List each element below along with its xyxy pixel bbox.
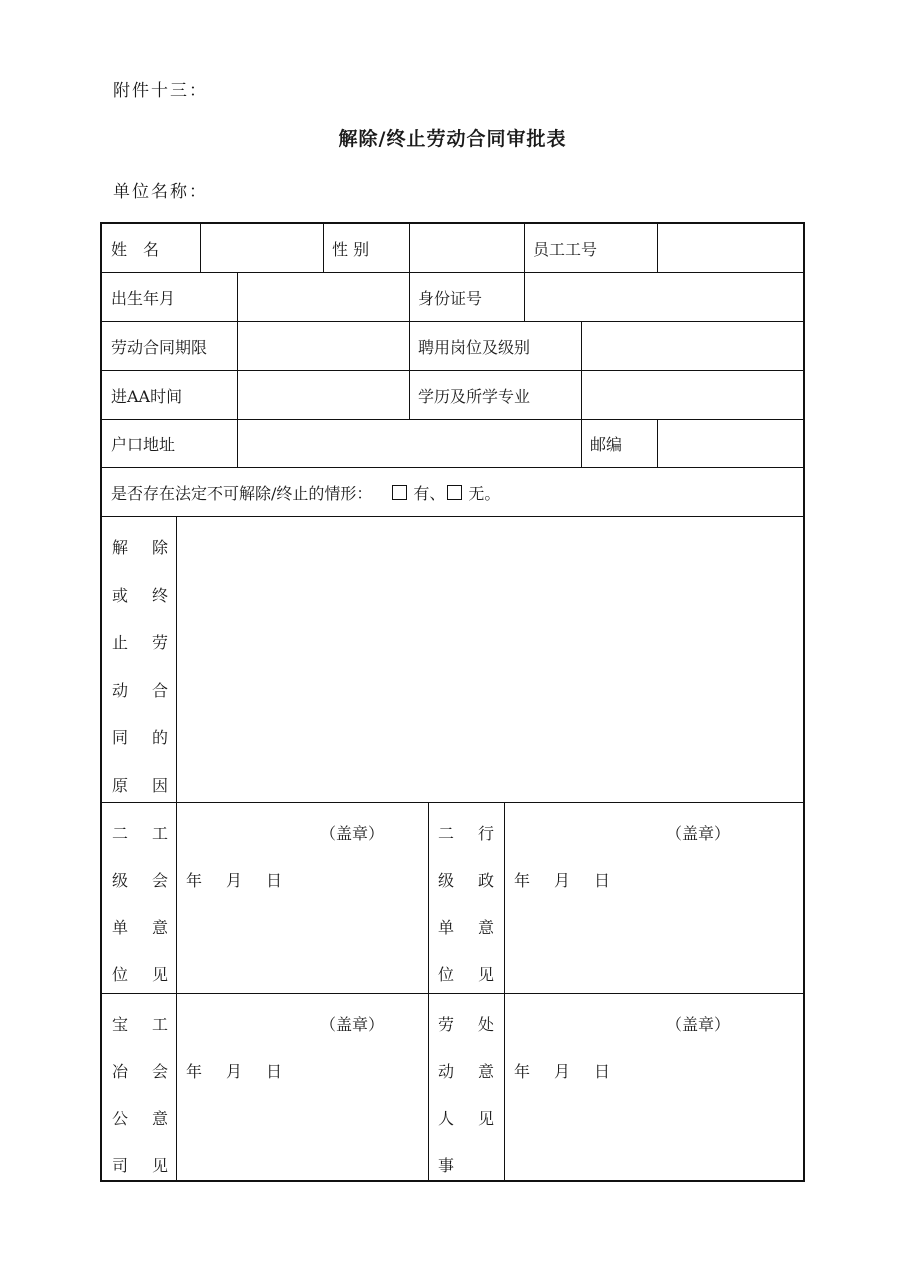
row-household [102, 420, 803, 468]
secondary-admin-label: 二 行 级 政 单 意 位 见 [438, 824, 494, 984]
household-field[interactable] [237, 420, 581, 467]
position-field[interactable] [581, 322, 803, 370]
seal-label: （盖章） [320, 1015, 385, 1034]
education-label: 学历及所学专业 [418, 386, 531, 406]
postcode-field[interactable] [657, 420, 803, 467]
date-line: 年 月 日 [186, 871, 283, 890]
contract-term-label: 劳动合同期限 [111, 337, 208, 357]
row-birth [102, 273, 803, 322]
join-time-label: 进AA时间 [111, 386, 183, 406]
row-name [102, 224, 803, 273]
reason-label: 解 除 或 终 止 劳 动 合 同 的 原 因 [112, 538, 168, 795]
labor-hr-label: 劳 处 动 意 人 见 事 [438, 1015, 494, 1175]
contract-term-field[interactable] [237, 322, 409, 370]
birth-field[interactable] [237, 273, 409, 321]
id-no-field[interactable] [524, 273, 803, 321]
company-union-opinion[interactable] [176, 994, 428, 1180]
reason-field[interactable] [176, 517, 803, 802]
employee-no-field[interactable] [657, 224, 803, 272]
checkbox-no[interactable] [447, 485, 462, 500]
date-line: 年 月 日 [514, 871, 611, 890]
legal-question-text: 是否存在法定不可解除/终止的情形： [111, 483, 373, 503]
labor-hr-opinion[interactable] [504, 994, 803, 1180]
id-no-label: 身份证号 [418, 288, 483, 308]
birth-label: 出生年月 [111, 288, 176, 308]
annex-label: 附件十三： [113, 81, 208, 101]
row-secondary-opinions [102, 803, 803, 994]
row-reason [102, 517, 803, 803]
date-line: 年 月 日 [514, 1062, 611, 1081]
join-time-field[interactable] [237, 371, 409, 419]
date-line: 年 月 日 [186, 1062, 283, 1081]
legal-question [102, 468, 803, 516]
secondary-union-opinion[interactable] [176, 803, 428, 993]
row-legal-question [102, 468, 803, 517]
seal-label: （盖章） [666, 1015, 731, 1034]
seal-label: （盖章） [666, 824, 731, 843]
option-yes-label: 有、 [413, 483, 446, 503]
name-label: 姓 名 [111, 239, 160, 259]
employee-no-label: 员工工号 [533, 239, 598, 259]
form-title: 解除/终止劳动合同审批表 [338, 128, 567, 150]
option-no-label: 无。 [468, 483, 501, 503]
secondary-union-label: 二 工 级 会 单 意 位 见 [112, 824, 168, 984]
row-company-opinions [102, 994, 803, 1180]
unit-name-label: 单位名称： [113, 182, 208, 202]
education-field[interactable] [581, 371, 803, 419]
gender-label: 性 别 [332, 239, 370, 259]
checkbox-yes[interactable] [392, 485, 407, 500]
household-label: 户口地址 [111, 435, 176, 454]
row-join [102, 371, 803, 420]
postcode-label: 邮编 [590, 435, 623, 454]
company-union-label: 宝 工 冶 会 公 意 司 见 [112, 1015, 168, 1175]
secondary-admin-opinion[interactable] [504, 803, 803, 993]
approval-form [100, 222, 805, 1182]
row-contract [102, 322, 803, 371]
name-field[interactable] [200, 224, 323, 272]
gender-field[interactable] [409, 224, 524, 272]
position-label: 聘用岗位及级别 [418, 337, 531, 357]
seal-label: （盖章） [320, 824, 385, 843]
